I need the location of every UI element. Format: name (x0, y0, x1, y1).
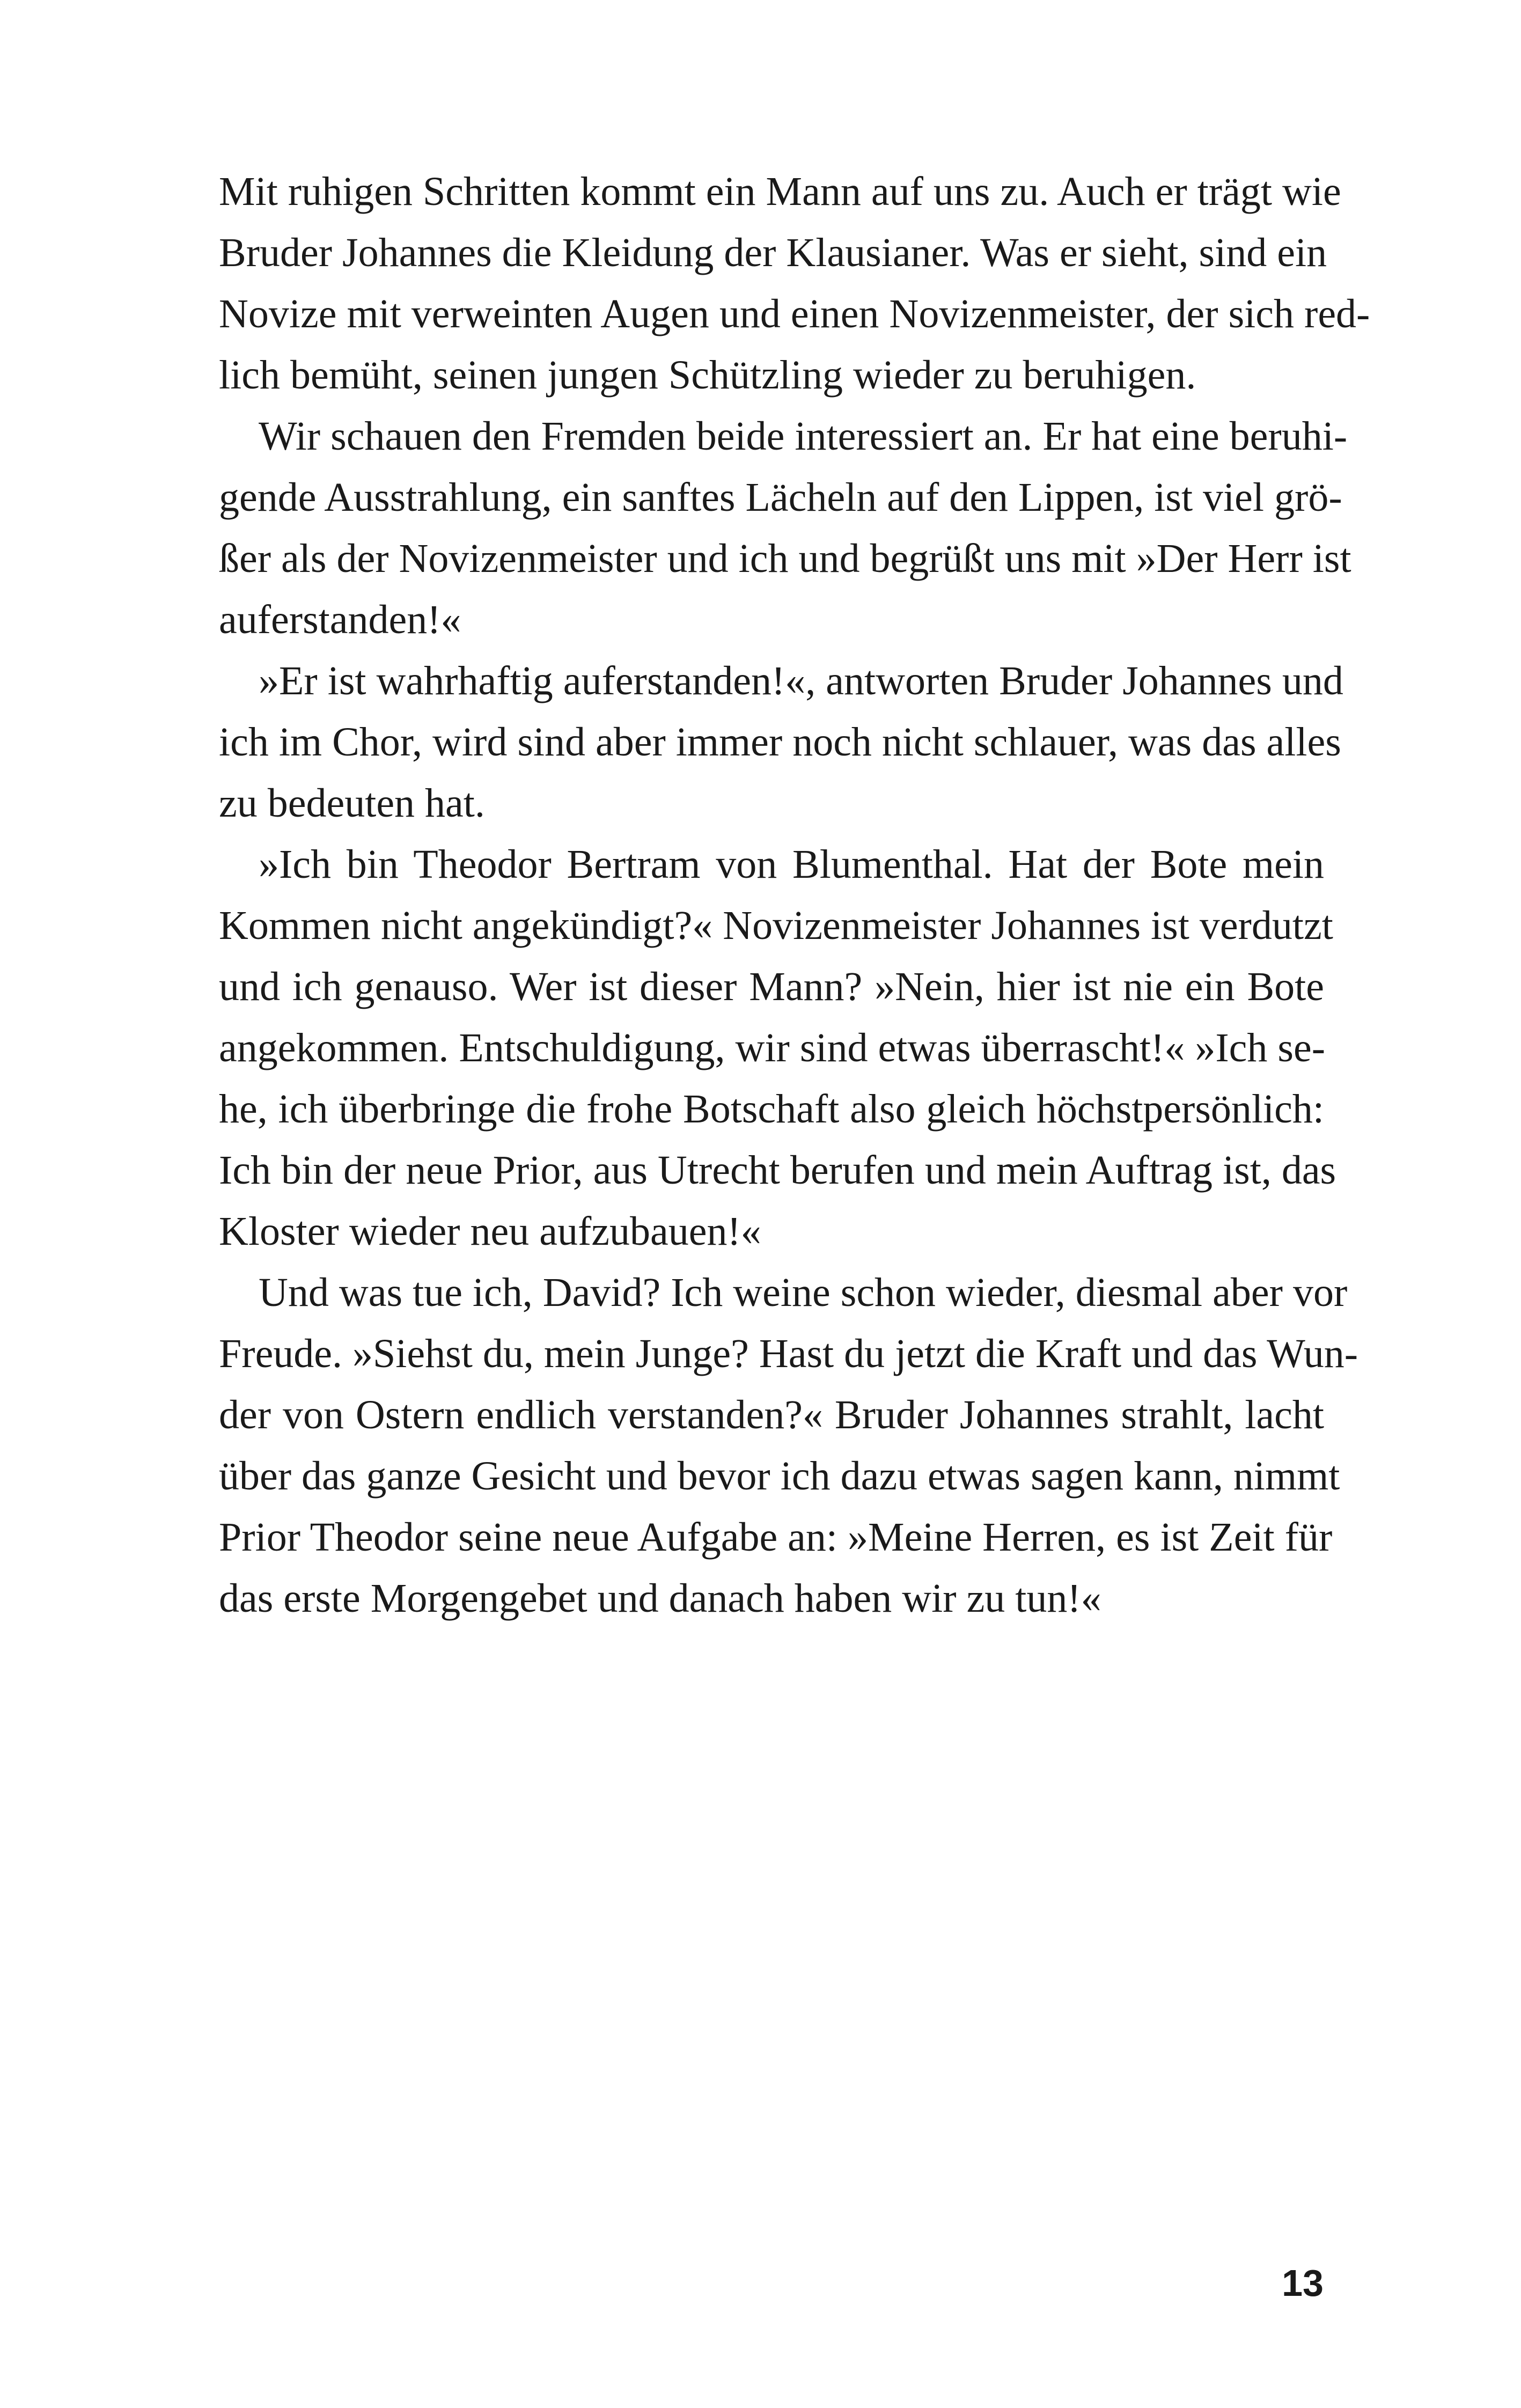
text-line: der von Ostern endlich verstanden?« Bruder Johannes strahlt, lacht (219, 1392, 1324, 1437)
text-line: gende Ausstrahlung, ein sanftes Lächeln auf den Lippen, ist viel grö- (219, 475, 1342, 520)
text-line: Kommen nicht angekündigt?« Novizenmeister Johannes ist verdutzt (219, 903, 1333, 948)
text-line: lich bemüht, seinen jungen Schützling wieder zu beruhigen. (219, 353, 1196, 398)
text-line: Freude. »Siehst du, mein Junge? Hast du jetzt die Kraft und das Wun- (219, 1331, 1358, 1376)
page-number: 13 (1282, 2262, 1324, 2304)
text-line: Ich bin der neue Prior, aus Utrecht berufen und mein Auftrag ist, das (219, 1148, 1336, 1193)
text-line: zu bedeuten hat. (219, 781, 485, 826)
text-line: »Ich bin Theodor Bertram von Blumenthal. Hat der Bote mein (259, 842, 1324, 887)
text-line: über das ganze Gesicht und bevor ich dazu etwas sagen kann, nimmt (219, 1453, 1340, 1499)
text-line: ßer als der Novizenmeister und ich und begrüßt uns mit »Der Herr ist (219, 536, 1351, 581)
text-line: ich im Chor, wird sind aber immer noch nicht schlauer, was das alles (219, 720, 1341, 765)
text-line: Wir schauen den Fremden beide interessiert an. Er hat eine beruhi- (259, 414, 1348, 459)
text-line: Novize mit verweinten Augen und einen Novizenmeister, der sich red- (219, 291, 1370, 336)
text-line: Bruder Johannes die Kleidung der Klausianer. Was er sieht, sind ein (219, 230, 1327, 275)
text-line: Kloster wieder neu aufzubauen!« (219, 1209, 761, 1254)
body-text (219, 161, 1370, 1629)
text-line: angekommen. Entschuldigung, wir sind etwas überrascht!« »Ich se- (219, 1025, 1326, 1070)
text-line: »Er ist wahrhaftig auferstanden!«, antworten Bruder Johannes und (259, 658, 1343, 703)
text-line: das erste Morgengebet und danach haben wir zu tun!« (219, 1576, 1101, 1621)
text-line: Prior Theodor seine neue Aufgabe an: »Meine Herren, es ist Zeit für (219, 1515, 1333, 1560)
text-line: auferstanden!« (219, 597, 461, 642)
text-line: und ich genauso. Wer ist dieser Mann? »Nein, hier ist nie ein Bote (219, 964, 1324, 1009)
text-line: Mit ruhigen Schritten kommt ein Mann auf uns zu. Auch er trägt wie (219, 169, 1341, 214)
text-line: he, ich überbringe die frohe Botschaft also gleich höchstpersönlich: (219, 1086, 1324, 1132)
text-line: Und was tue ich, David? Ich weine schon wieder, diesmal aber vor (259, 1270, 1348, 1315)
